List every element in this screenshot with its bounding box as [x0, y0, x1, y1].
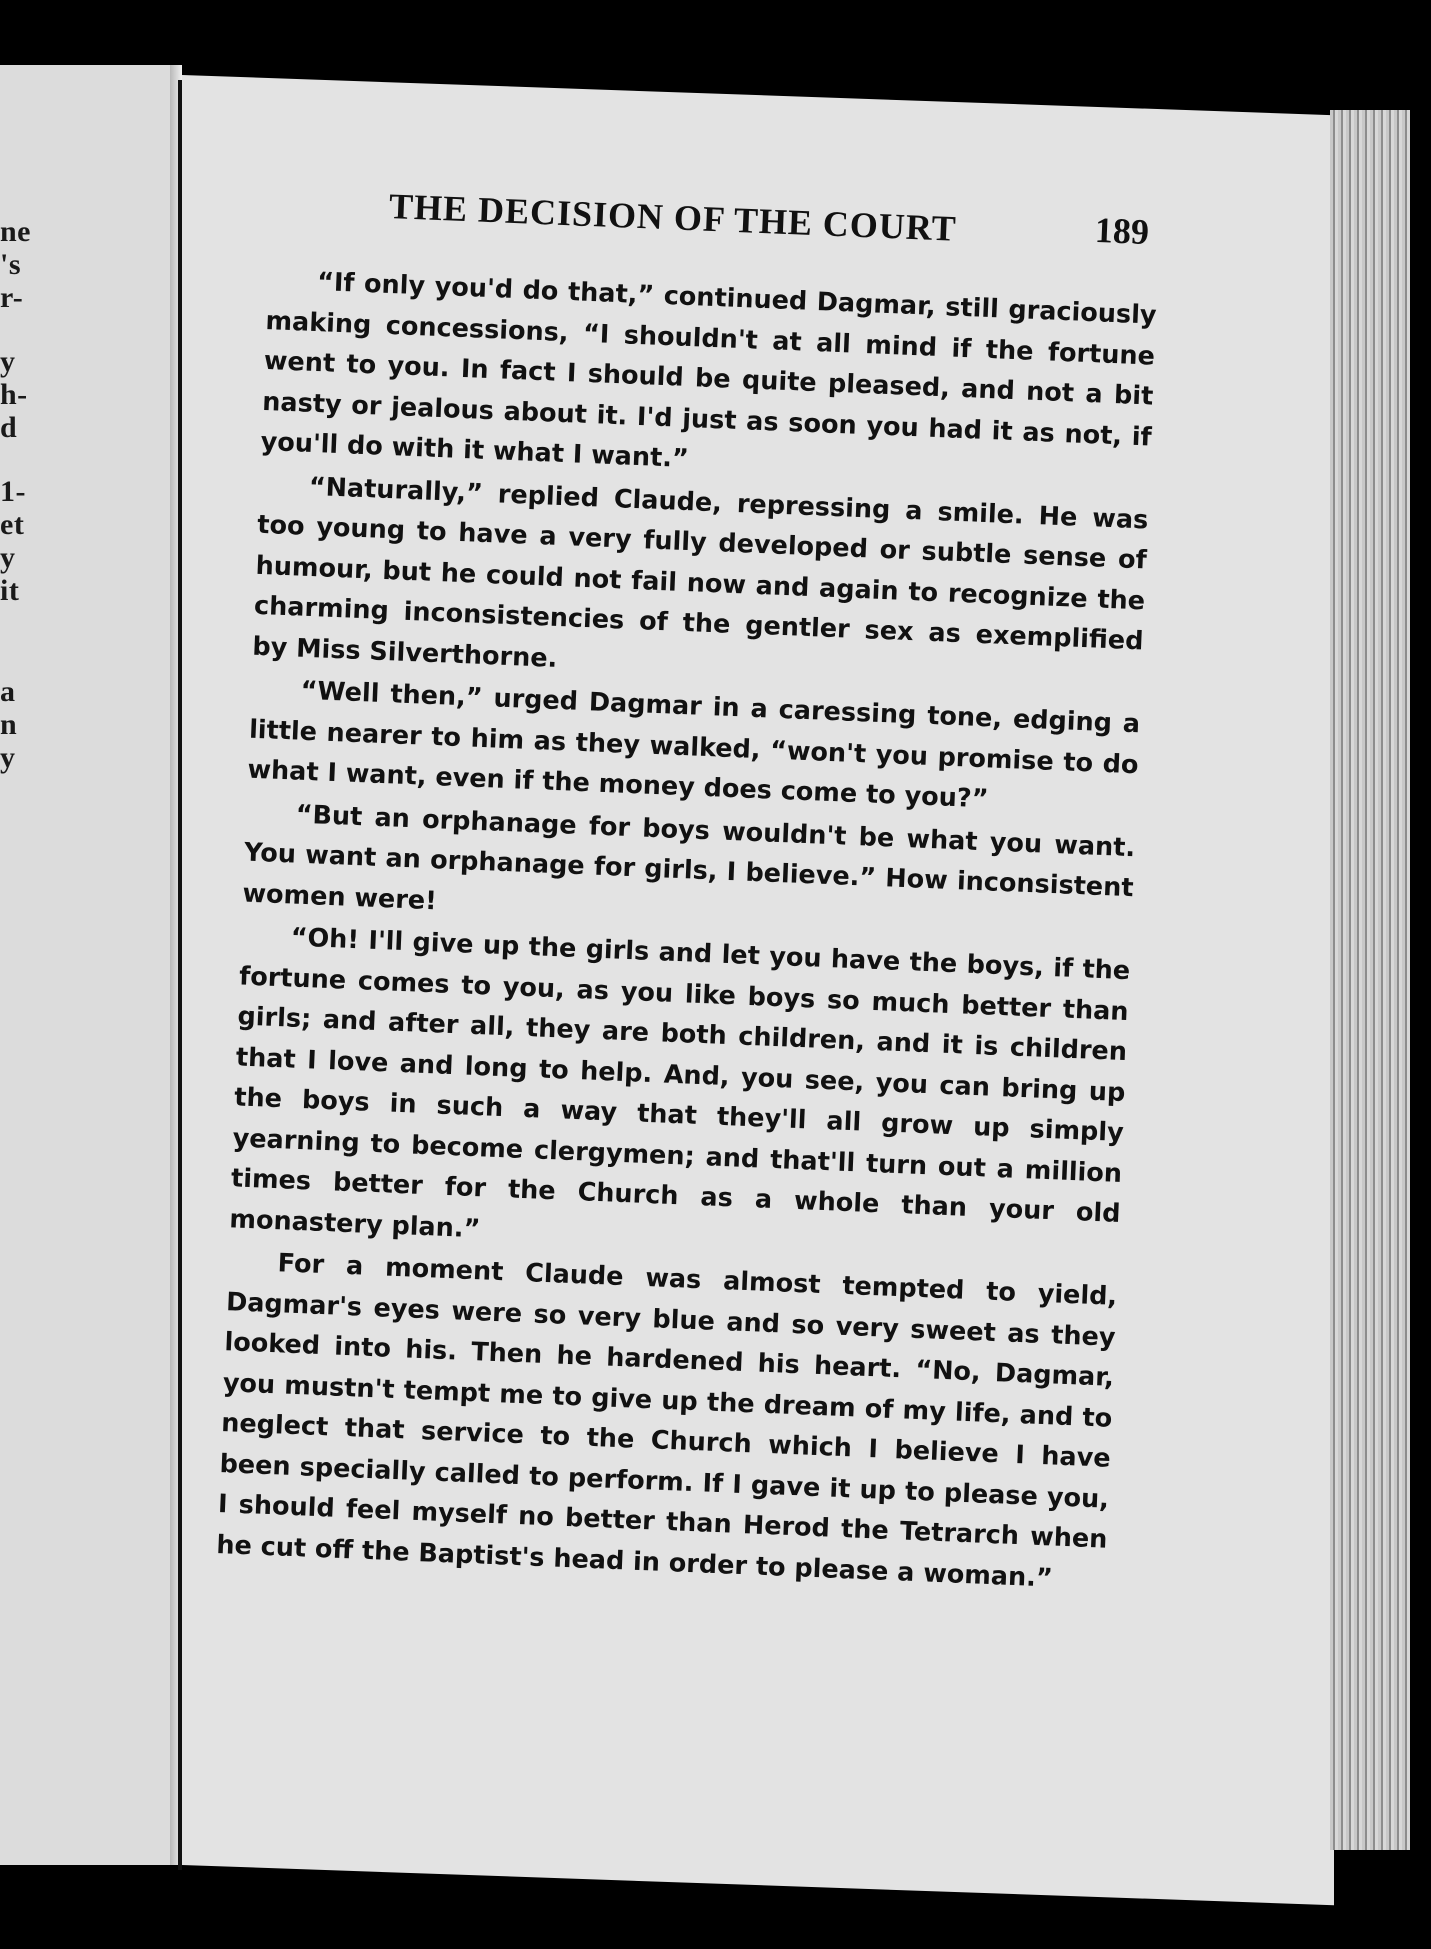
paragraph: “But an orphanage for boys wouldn't be what you want. You want an orphanage for girls, I believe.” How inconsistent women were!: [241, 799, 1136, 916]
facing-page-fragment: d: [0, 411, 18, 444]
facing-page-fragment: y: [0, 345, 16, 378]
facing-page-fragment: ne: [0, 215, 31, 248]
facing-page-fragment: h-: [0, 378, 28, 411]
page-edges: [1330, 110, 1410, 1850]
paragraph: For a moment Claude was almost tempted to yield, Dagmar's eyes were so very blue and so very sweet as they looked into his. Then he hardened his heart. “No, Dagmar, you mustn't tempt me to give up the dream of my life, and to neglect that service to the Church which I believe I have been specially called to perform. If I gave it up to please you, I should feel myself no better than Herod the Tetrarch when he cut off the Baptist's head in order to please a woman.”: [215, 1248, 1118, 1594]
facing-page-fragment: 's: [0, 248, 22, 281]
facing-page-fragment: y: [0, 741, 16, 774]
paragraph: “Naturally,” replied Claude, repressing a smile. He was too young to have a very fully developed or subtle sense of humour, but he could not fail now and again to recognize the charming inconsistencies of the gentler sex as exemplified by Miss Silverthorne.: [251, 471, 1149, 674]
spine-shadow: [178, 80, 182, 1870]
facing-page-fragment: et: [0, 508, 25, 541]
facing-page-fragment: a: [0, 675, 16, 708]
facing-page-fragment: y: [0, 541, 16, 574]
facing-page-fragment: n: [0, 708, 18, 741]
page-number: 189: [1094, 209, 1150, 253]
paragraph: “Well then,” urged Dagmar in a caressing tone, edging a little nearer to him as they walked, “won't you promise to do what I want, even if the money does come to you?”: [246, 675, 1141, 815]
paragraph: “If only you'd do that,” continued Dagmar, still graciously making concessions, “I shouldn't at all mind if the fortune went to you. In fact I should be quite pleased, and not a bit nasty or jealous about it. I'd just as soon you had it as not, if you'll do with it what I want.”: [260, 267, 1158, 475]
facing-page-fragment: it: [0, 574, 20, 607]
running-head: THE DECISION OF THE COURT: [388, 185, 958, 249]
paragraph: “Oh! I'll give up the girls and let you have the boys, if the fortune comes to you, as you like boys so much better than girls; and after all, they are both children, and it is children that I love and long to help. And, you see, you can bring up the boys in such a way that they'll all grow up simply yearning to become clergymen; and that'll turn out a million times better for the Church as a whole than your old monastery plan.”: [228, 922, 1131, 1244]
facing-page-fragment: 1-: [0, 475, 26, 508]
facing-page: [0, 65, 170, 1865]
facing-page-fragment: r-: [0, 281, 24, 314]
body-text: [216, 260, 1158, 1603]
